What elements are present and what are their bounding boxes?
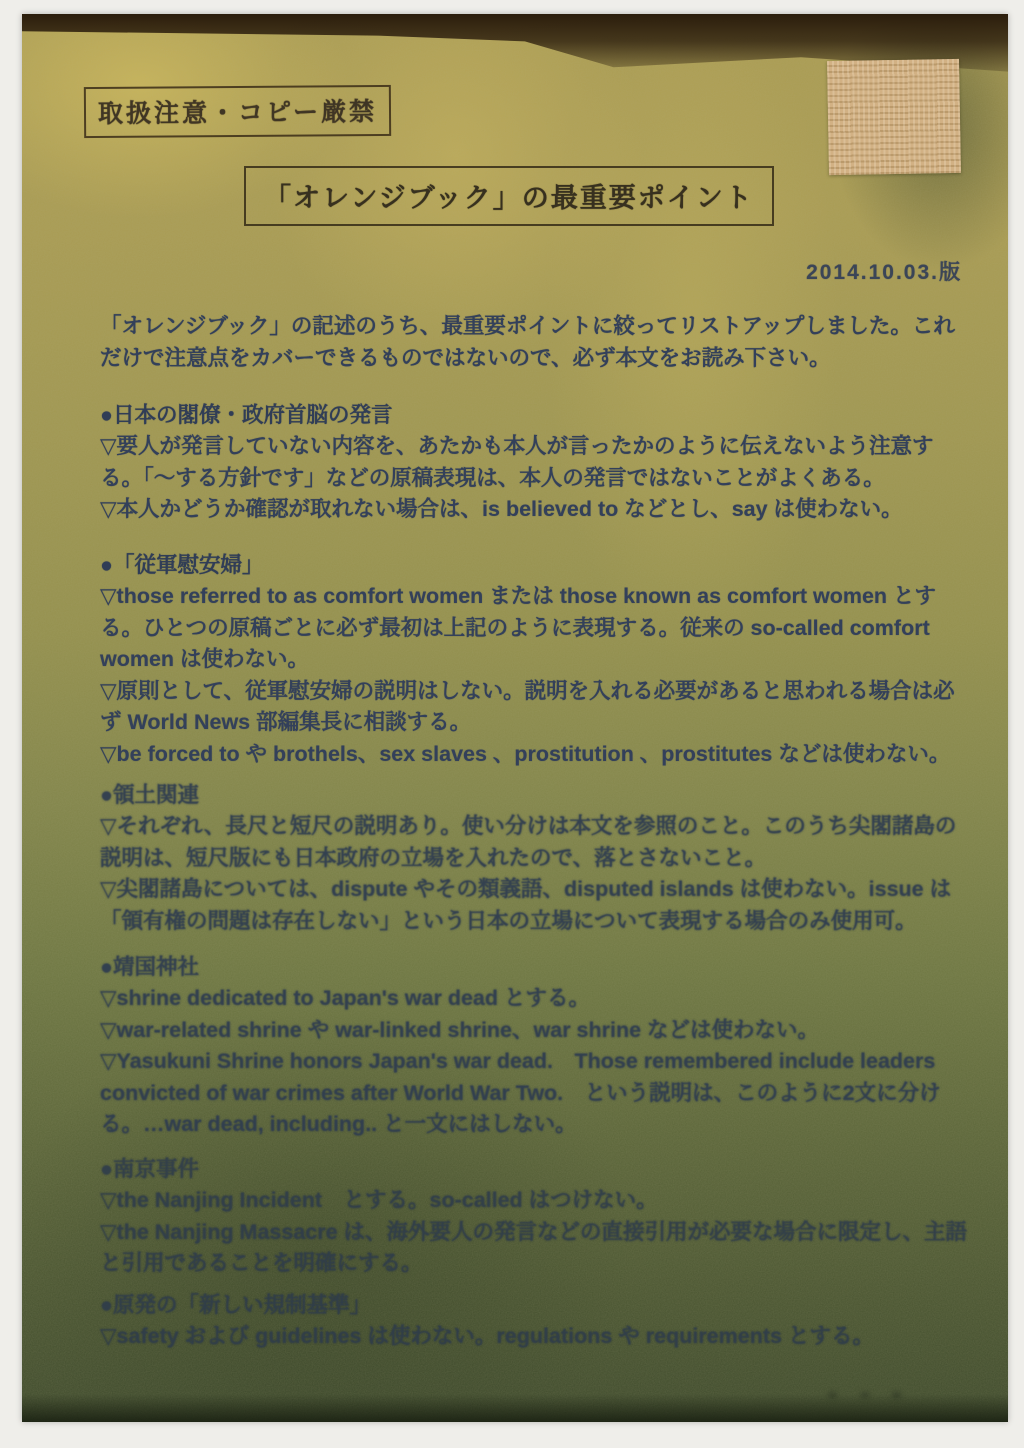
section-nuclear-regulations <box>100 1290 976 1353</box>
guideline-item: ▽それぞれ、長尺と短尺の説明あり。使い分けは本文を参照のこと。このうち尖閣諸島の説明は、短尺版にも日本政府の立場を入れたので、落とさないこと。 <box>100 814 957 870</box>
section-comfort-women <box>100 550 976 770</box>
guideline-item: ▽shrine dedicated to Japan's war dead とする。 <box>100 986 590 1010</box>
guideline-item: ▽the Nanjing Massacre は、海外要人の発言などの直接引用が必要な場合に限定し、主語と引用であることを明確にする。 <box>100 1219 968 1275</box>
section-heading: ●日本の閣僚・政府首脳の発言 <box>100 403 393 427</box>
guideline-item: ▽war-related shrine や war-linked shrine、war shrine などは使わない。 <box>100 1017 820 1042</box>
tape-patch <box>827 59 961 175</box>
section-territory <box>100 780 976 937</box>
section-heading: ●原発の「新しい規制基準」 <box>100 1293 371 1317</box>
document-title-box <box>244 166 774 226</box>
guideline-item: ▽be forced to や brothels、sex slaves 、prostitution 、prostitutes などは使わない。 <box>100 741 951 766</box>
section-heading: ●「従軍慰安婦」 <box>100 553 264 577</box>
faint-ink-smudge <box>820 1386 910 1404</box>
section-heading: ●南京事件 <box>100 1157 199 1181</box>
handling-caution-stamp <box>84 85 391 138</box>
intro-paragraph: 「オレンジブック」の記述のうち、最重要ポイントに絞ってリストアップしました。これだけで注意点をカバーできるものではないので、必ず本文をお読み下さい。 <box>100 314 955 370</box>
handling-caution-label: 取扱注意・コピー厳禁 <box>97 98 378 128</box>
guideline-item: ▽要人が発言していない内容を、あたかも本人が言ったかのように伝えないよう注意する。「～する方針です」などの原稿表現は、本人の発言ではないことがよくある。 <box>100 434 934 490</box>
guideline-item: ▽原則として、従軍慰安婦の説明はしない。説明を入れる必要があると思われる場合は必ず World News 部編集長に相談する。 <box>100 678 955 734</box>
document-page <box>22 14 1008 1422</box>
guideline-item: ▽尖閣諸島については、dispute やその類義語、disputed islands は使わない。issue は「領有権の問題は存在しない」という日本の立場について表現する場合のみ使用可。 <box>100 877 952 933</box>
guideline-item: ▽safety および guidelines は使わない。regulations や requirements とする。 <box>100 1324 874 1348</box>
guideline-item: ▽Yasukuni Shrine honors Japan's war dead. Those remembered include leaders convicted of war crimes after World War Two. という説明は、このように2文に分ける。…war dead, including.. と一文にはしない。 <box>100 1049 941 1136</box>
guideline-item: ▽本人かどうか確認が取れない場合は、is believed to などとし、say は使わない。 <box>100 497 903 521</box>
section-yasukuni-shrine <box>100 952 976 1141</box>
section-nanjing-incident <box>100 1154 976 1280</box>
version-date: 2014.10.03.版 <box>806 261 962 284</box>
section-cabinet-remarks <box>100 400 976 526</box>
guideline-item: ▽those referred to as comfort women または those known as comfort women とする。ひとつの原稿ごとに必ず最初は上記のように表現する。従来の so-called comfort women は使わない。 <box>100 584 937 671</box>
guideline-item: ▽the Nanjing Incident とする。so-called はつけない。 <box>100 1188 658 1212</box>
document-title: 「オレンジブック」の最重要ポイント <box>264 183 754 213</box>
section-heading: ●領土関連 <box>100 783 199 807</box>
section-heading: ●靖国神社 <box>100 955 199 979</box>
